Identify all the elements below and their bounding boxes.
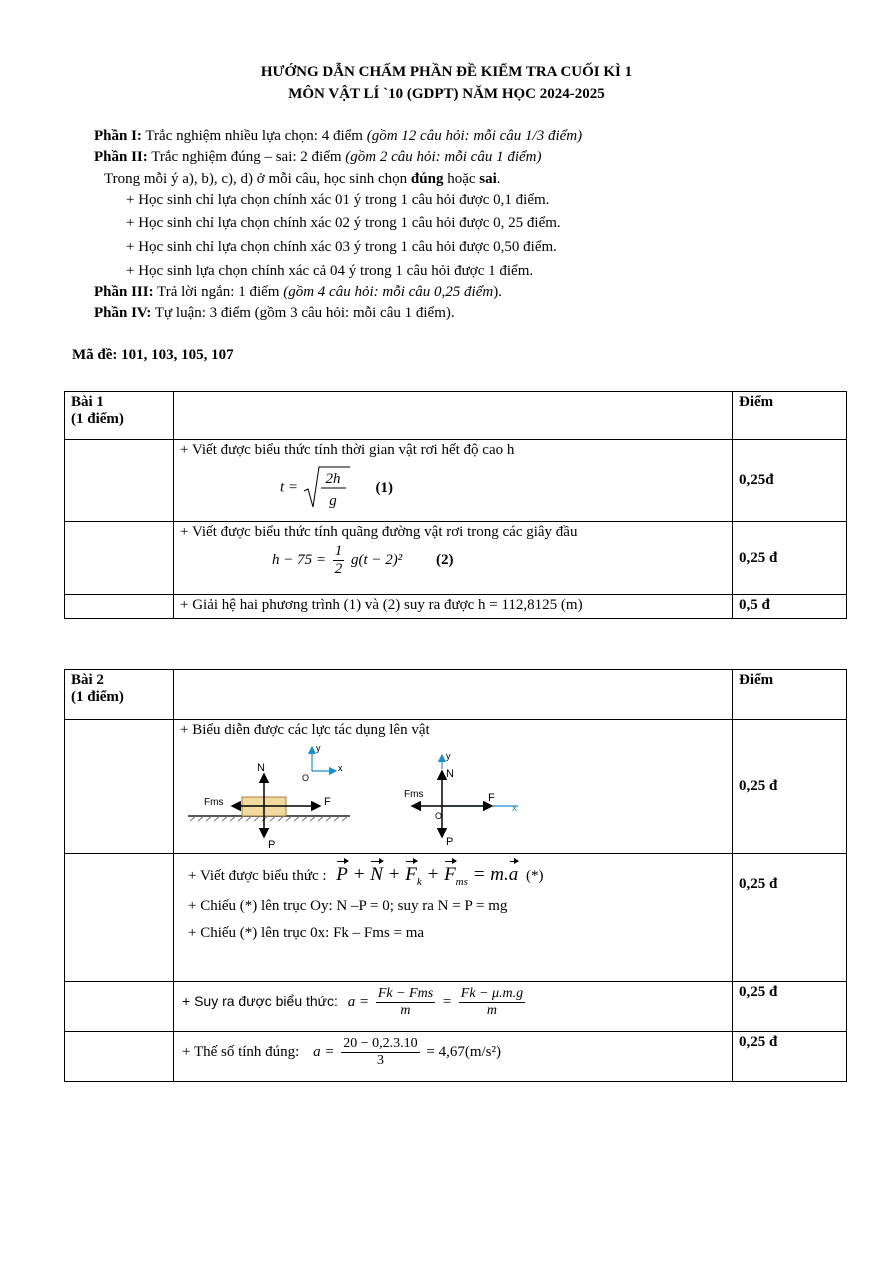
score-cell: 0,5 đ bbox=[733, 595, 847, 619]
rule-item: + Học sinh chỉ lựa chọn chính xác 01 ý trong 1 câu hỏi được 0,1 điểm. bbox=[126, 192, 550, 208]
part-2-note: (gồm 2 câu hỏi: mỗi câu 1 điểm) bbox=[345, 149, 542, 165]
svg-text:N: N bbox=[446, 768, 454, 780]
score-cell: 0,25đ bbox=[733, 440, 847, 522]
force-diagram bbox=[180, 741, 540, 851]
svg-text:y: y bbox=[316, 743, 321, 753]
svg-text:Fms: Fms bbox=[404, 789, 424, 800]
score-cell: 0,25 đ bbox=[733, 982, 847, 1032]
bai-1-heading bbox=[65, 392, 174, 440]
svg-text:O: O bbox=[302, 773, 310, 783]
exam-codes: Mã đề: 101, 103, 105, 107 bbox=[72, 347, 234, 363]
part-1-label: Phần I: bbox=[94, 128, 142, 144]
part-3-text: Trả lời ngắn: 1 điểm bbox=[157, 284, 280, 300]
table-row bbox=[65, 1032, 847, 1082]
bai-2-points: (1 điểm) bbox=[71, 689, 124, 705]
part-2-rule-true: đúng bbox=[410, 171, 444, 187]
score-cell: 0,25 đ bbox=[733, 1032, 847, 1082]
document-title: HƯỚNG DẪN CHẤM PHẦN ĐỀ KIỂM TRA CUỐI KÌ 1 bbox=[260, 64, 633, 80]
sqrt-icon bbox=[302, 465, 352, 511]
score-cell: 0,25 đ bbox=[733, 720, 847, 854]
part-3-label: Phần III: bbox=[94, 284, 154, 300]
score-header: Điểm bbox=[733, 670, 847, 720]
svg-text:x: x bbox=[338, 763, 343, 773]
bai-1-title: Bài 1 bbox=[71, 394, 104, 410]
table-header-row bbox=[65, 392, 847, 440]
part-2-rule-false: sai bbox=[479, 171, 497, 187]
part-4-text: Tự luận: 3 điểm (gồm 3 câu hỏi: mỗi câu 1 điểm). bbox=[154, 305, 455, 321]
svg-text:O: O bbox=[435, 811, 443, 821]
svg-text:x: x bbox=[512, 803, 517, 814]
equation-2: h − 75 = $\frac{1}{2}$ g(t − 2)² (2) bbox=[272, 543, 454, 577]
bai-2-title: Bài 2 bbox=[71, 672, 104, 688]
svg-text:2h: 2h bbox=[325, 471, 341, 487]
bai-2-table bbox=[64, 669, 847, 1082]
rule-item: + Học sinh chỉ lựa chọn chính xác 02 ý trong 1 câu hỏi được 0, 25 điểm. bbox=[126, 215, 561, 231]
svg-text:F: F bbox=[488, 792, 495, 804]
criterion-text: + Giải hệ hai phương trình (1) và (2) suy ra được h = 112,8125 (m) bbox=[174, 595, 733, 619]
part-3-note: (gồm 4 câu hỏi: mỗi câu 0,25 điểm bbox=[283, 284, 494, 300]
score-cell: 0,25 đ bbox=[733, 522, 847, 595]
rule-item: + Học sinh chỉ lựa chọn chính xác 03 ý trong 1 câu hỏi được 0,50 điểm. bbox=[126, 239, 557, 255]
table-row bbox=[65, 982, 847, 1032]
bai-2-heading bbox=[65, 670, 174, 720]
criterion-text: + Viết được biểu thức tính thời gian vật rơi hết độ cao h bbox=[180, 442, 515, 458]
part-2-rule-pre: Trong mỗi ý a), b), c), d) ở mỗi câu, học sinh chọn bbox=[104, 171, 408, 187]
acceleration-expression: + Suy ra được biểu thức: a = $\frac{\text{Fk − Fms}}{m}$ = $\frac{Fk - \mu.m.g}{m}$ bbox=[182, 986, 524, 1018]
part-2 bbox=[94, 149, 542, 166]
equation-tag: (1) bbox=[375, 479, 394, 496]
part-1-text: Trắc nghiệm nhiều lựa chọn: 4 điểm bbox=[145, 128, 363, 144]
bai-1-points: (1 điểm) bbox=[71, 411, 124, 427]
criterion-text: + Chiếu (*) lên trục 0x: Fk – Fms = ma bbox=[188, 924, 425, 941]
part-2-rule bbox=[104, 171, 501, 188]
table-row bbox=[65, 440, 847, 522]
equation-tag: (2) bbox=[436, 551, 454, 568]
criterion-text: + Biểu diễn được các lực tác dụng lên vật bbox=[180, 722, 430, 738]
svg-text:F: F bbox=[324, 796, 331, 808]
svg-text:P: P bbox=[446, 836, 454, 848]
rule-item: + Học sinh lựa chọn chính xác cả 04 ý trong 1 câu hỏi được 1 điểm. bbox=[126, 263, 534, 279]
svg-text:y: y bbox=[446, 751, 451, 761]
part-3-end: ). bbox=[493, 284, 502, 300]
equation-1: t = 2h g (1) bbox=[280, 465, 726, 511]
vector-sum: $P + N + F_k + F_{ms} = m.a$ bbox=[336, 864, 519, 888]
svg-text:N: N bbox=[257, 762, 265, 774]
part-1-note: (gồm 12 câu hỏi: mỗi câu 1/3 điểm) bbox=[366, 128, 583, 144]
criterion-text: + Chiếu (*) lên trục Oy: N –P = 0; suy ra N = P = mg bbox=[188, 897, 508, 914]
part-1 bbox=[94, 128, 582, 145]
table-row bbox=[65, 854, 847, 982]
score-header: Điểm bbox=[733, 392, 847, 440]
table-row bbox=[65, 595, 847, 619]
part-3 bbox=[94, 284, 502, 301]
part-2-label: Phần II: bbox=[94, 149, 148, 165]
part-2-rule-end: . bbox=[496, 171, 501, 187]
part-2-text: Trắc nghiệm đúng – sai: 2 điểm bbox=[151, 149, 342, 165]
part-4 bbox=[94, 305, 455, 322]
numeric-result: + Thế số tính đúng: a = $\frac{20 - 0,2.3.10}{3}$ = 4,67(m/s²) bbox=[182, 1036, 502, 1068]
score-cell: 0,25 đ bbox=[733, 854, 847, 982]
svg-text:g: g bbox=[329, 493, 337, 509]
criterion-text: + Viết được biểu thức tính quãng đường vật rơi trong các giây đầu bbox=[180, 524, 578, 540]
document-subtitle: MÔN VẬT LÍ `10 (GDPT) NĂM HỌC 2024-2025 bbox=[288, 86, 605, 102]
table-header-row bbox=[65, 670, 847, 720]
bai-1-table bbox=[64, 391, 847, 619]
svg-text:P: P bbox=[268, 839, 276, 851]
svg-text:Fms: Fms bbox=[204, 797, 224, 808]
table-row bbox=[65, 522, 847, 595]
part-4-label: Phần IV: bbox=[94, 305, 152, 321]
table-row bbox=[65, 720, 847, 854]
part-2-rule-or: hoặc bbox=[447, 171, 476, 187]
vector-equation: + Viết được biểu thức : $P + N + F_k + F_{ms} = m.a$ (*) bbox=[188, 864, 544, 888]
